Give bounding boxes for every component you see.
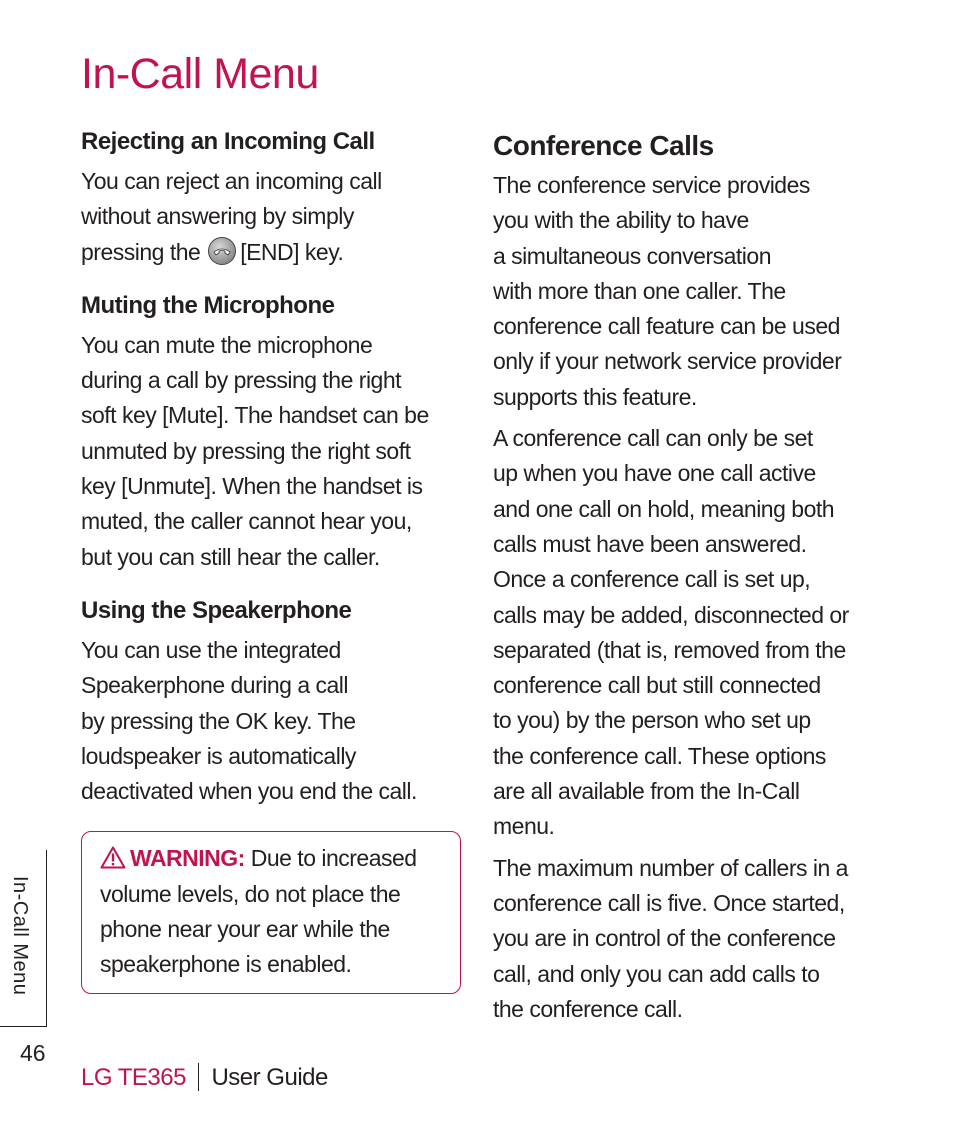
body-line: calls must have been answered. [493,530,807,557]
body-line: Once a conference call is set up, [493,566,811,593]
body-line: calls may be added, disconnected or [493,601,849,628]
body-line: key [Unmute]. When the handset is [81,473,423,500]
body-line: call, and only you can add calls to [493,960,820,987]
body-line: volume levels, do not place the [100,880,401,907]
body-line: muted, the caller cannot hear you, [81,508,412,535]
body-line: the conference call. [493,995,683,1022]
conference-paragraph-1 [493,168,885,415]
body-line: but you can still hear the caller. [81,543,380,570]
conference-paragraph-3 [493,851,885,1027]
body-line: conference call feature can be used [493,313,840,340]
body-line: supports this feature. [493,383,697,410]
speakerphone-heading: Using the Speakerphone [81,596,352,624]
body-line [81,235,459,270]
body-line: the conference call. These options [493,742,826,769]
body-line: The conference service provides [493,172,810,198]
body-line: soft key [Mute]. The handset can be [81,402,429,429]
side-tab-label: In-Call Menu [9,876,31,996]
body-line: without answering by simply [81,203,354,230]
conference-paragraph-2 [493,421,885,845]
muting-heading: Muting the Microphone [81,291,335,319]
body-line: and one call on hold, meaning both [493,495,835,522]
body-line: separated (that is, removed from the [493,636,846,663]
body-text: Due to increased [244,845,417,872]
footer-divider [198,1063,200,1091]
body-line: are all available from the In-Call [493,778,800,805]
body-line: phone near your ear while the [100,916,390,943]
footer-product: LG TE365 [81,1064,186,1091]
body-line: You can use the integrated [81,636,341,663]
warning-box [81,831,461,993]
warning-text [100,841,450,982]
footer [81,1063,328,1092]
body-line: The maximum number of callers in a [493,854,848,881]
warning-label: WARNING: [130,845,245,872]
body-line: speakerphone is enabled. [100,951,352,978]
right-column [493,128,885,1033]
body-text: pressing the [81,238,207,265]
speakerphone-body [81,633,459,809]
end-key-icon [208,237,236,265]
footer-guide: User Guide [211,1064,328,1091]
rejecting-call-heading: Rejecting an Incoming Call [81,128,375,155]
body-line: A conference call can only be set [493,425,813,452]
body-line: menu. [493,813,555,840]
body-line: Speakerphone during a call [81,672,349,699]
muting-body [81,328,459,575]
muting-section [81,292,459,575]
body-line: loudspeaker is automatically [81,742,356,769]
page-title: In-Call Menu [81,50,319,98]
body-line: You can mute the microphone [81,331,373,358]
rejecting-call-section [81,128,459,270]
conference-calls-heading: Conference Calls [493,130,714,161]
body-line: with more than one caller. The [493,277,786,304]
body-line: only if your network service provider [493,348,842,375]
body-line: you with the ability to have [493,207,749,234]
warning-triangle-icon [100,846,126,869]
side-tab [0,850,47,1027]
body-line: deactivated when you end the call. [81,778,417,805]
body-text: [END] key. [240,238,344,265]
body-line: conference call is five. Once started, [493,889,845,916]
body-line: you are in control of the conference [493,925,836,952]
page-number: 46 [20,1040,46,1066]
left-column [81,128,459,994]
rejecting-call-body [81,164,459,270]
body-line: to you) by the person who set up [493,707,811,734]
body-line: unmuted by pressing the right soft [81,437,411,464]
body-line: up when you have one call active [493,460,816,487]
body-line: a simultaneous conversation [493,242,771,269]
body-line: during a call by pressing the right [81,367,402,394]
speakerphone-section [81,597,459,809]
body-line [100,841,450,876]
body-line: You can reject an incoming call [81,168,382,194]
body-line: by pressing the OK key. The [81,707,356,734]
body-line: conference call but still connected [493,672,821,699]
